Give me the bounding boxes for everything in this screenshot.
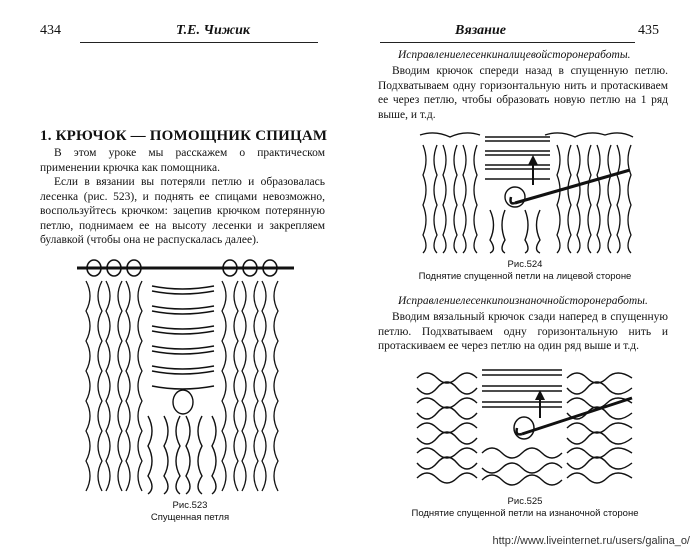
- figure-525-title: Поднятие спущенной петли на изнаночной стороне: [411, 508, 639, 519]
- source-url-watermark: http://www.liveinternet.ru/users/galina_o/: [492, 535, 690, 547]
- figure-523-label: Рис.523: [172, 500, 208, 511]
- right-page-number: 435: [638, 23, 659, 38]
- figure-523-caption: [120, 500, 260, 524]
- block2-text: [378, 310, 668, 354]
- figure-524-title: Поднятие спущенной петли на лицевой стороне: [418, 271, 632, 282]
- block1-text: [378, 64, 668, 122]
- block1-paragraph: Вводим крючок спереди назад в спущенную петлю. Подхватываем одну горизонтальную нить и протаскиваем ее через петлю, чтобы образовать новую петлю на 1 ряд выше, и т.д.: [378, 65, 668, 121]
- right-header-rule: [380, 42, 635, 43]
- figure-525-caption: [400, 496, 650, 520]
- figure-524-knit-side-illustration: [415, 125, 635, 255]
- figure-523-title: Спущенная петля: [150, 512, 230, 523]
- left-header-rule: [80, 42, 318, 43]
- section-heading: 1. КРЮЧОК — ПОМОЩНИК СПИЦАМ: [40, 128, 328, 144]
- left-body-text: [40, 146, 325, 248]
- left-running-head: Т.Е. Чижик: [176, 23, 250, 38]
- right-page: [350, 0, 700, 551]
- left-page-number: 434: [40, 23, 61, 38]
- block1-title: Исправлениелесенкиналицевойсторонеработы.: [398, 49, 631, 61]
- paragraph-1: В этом уроке мы расскажем о практическом применении крючка как помощника.: [40, 147, 325, 174]
- block2-paragraph: Вводим вязальный крючок сзади наперед в спущенную петлю. Подхватываем одну горизонтальную нить и протаскиваем ее через петлю на один ряд выше и т.д.: [378, 311, 668, 352]
- figure-524-label: Рис.524: [507, 259, 543, 270]
- figure-523-dropped-stitch-illustration: [72, 256, 302, 496]
- figure-525-purl-side-illustration: [412, 358, 637, 493]
- paragraph-2: Если в вязании вы потеряли петлю и образовалась лесенка (рис. 523), и поднять ее спицами невозможно, воспользуйтесь крючком: зацепив крючком потерянную петлю, поднимаем ее на высоту лесенки и закрепляем булавкой (чтобы она не распускалась далее).: [40, 176, 325, 246]
- figure-524-caption: [405, 259, 645, 283]
- right-running-head: Вязание: [455, 23, 506, 38]
- figure-525-label: Рис.525: [507, 496, 543, 507]
- block2-title: Исправлениелесенкипоизнаночнойсторонеработы.: [398, 295, 648, 307]
